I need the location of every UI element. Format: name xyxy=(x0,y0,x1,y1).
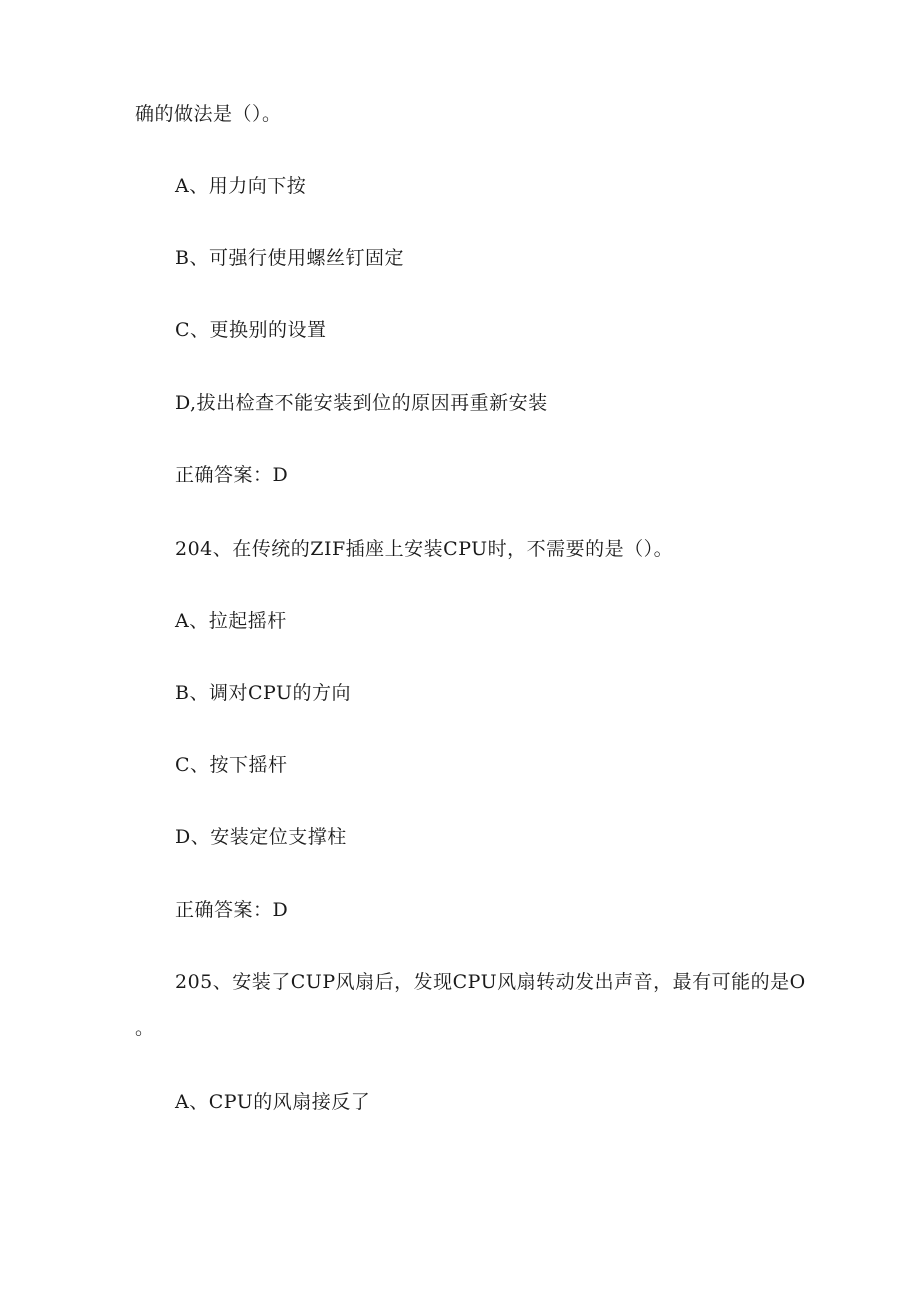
option-a: A、CPU的风扇接反了 xyxy=(175,1091,371,1113)
question-205-continuation: 。 xyxy=(135,1017,155,1039)
option-a: A、用力向下按 xyxy=(175,175,307,197)
option-c: C、更换别的设置 xyxy=(175,319,327,341)
option-b: B、可强行使用螺丝钉固定 xyxy=(175,247,404,269)
option-a: A、拉起摇杆 xyxy=(175,610,287,632)
answer-204: 正确答案：D xyxy=(175,899,289,921)
answer-203: 正确答案：D xyxy=(175,464,289,486)
question-203-continuation: 确的做法是（）。 xyxy=(135,103,282,125)
option-b: B、调对CPU的方向 xyxy=(175,682,351,704)
option-d: D,拔出检查不能安装到位的原因再重新安装 xyxy=(175,392,548,414)
question-205: 205、安装了CUP风扇后，发现CPU风扇转动发出声音，最有可能的是O xyxy=(175,971,806,993)
option-d: D、安装定位支撑柱 xyxy=(175,826,347,848)
option-c: C、按下摇杆 xyxy=(175,754,288,776)
question-204: 204、在传统的ZIF插座上安装CPU时，不需要的是（）。 xyxy=(175,538,674,560)
